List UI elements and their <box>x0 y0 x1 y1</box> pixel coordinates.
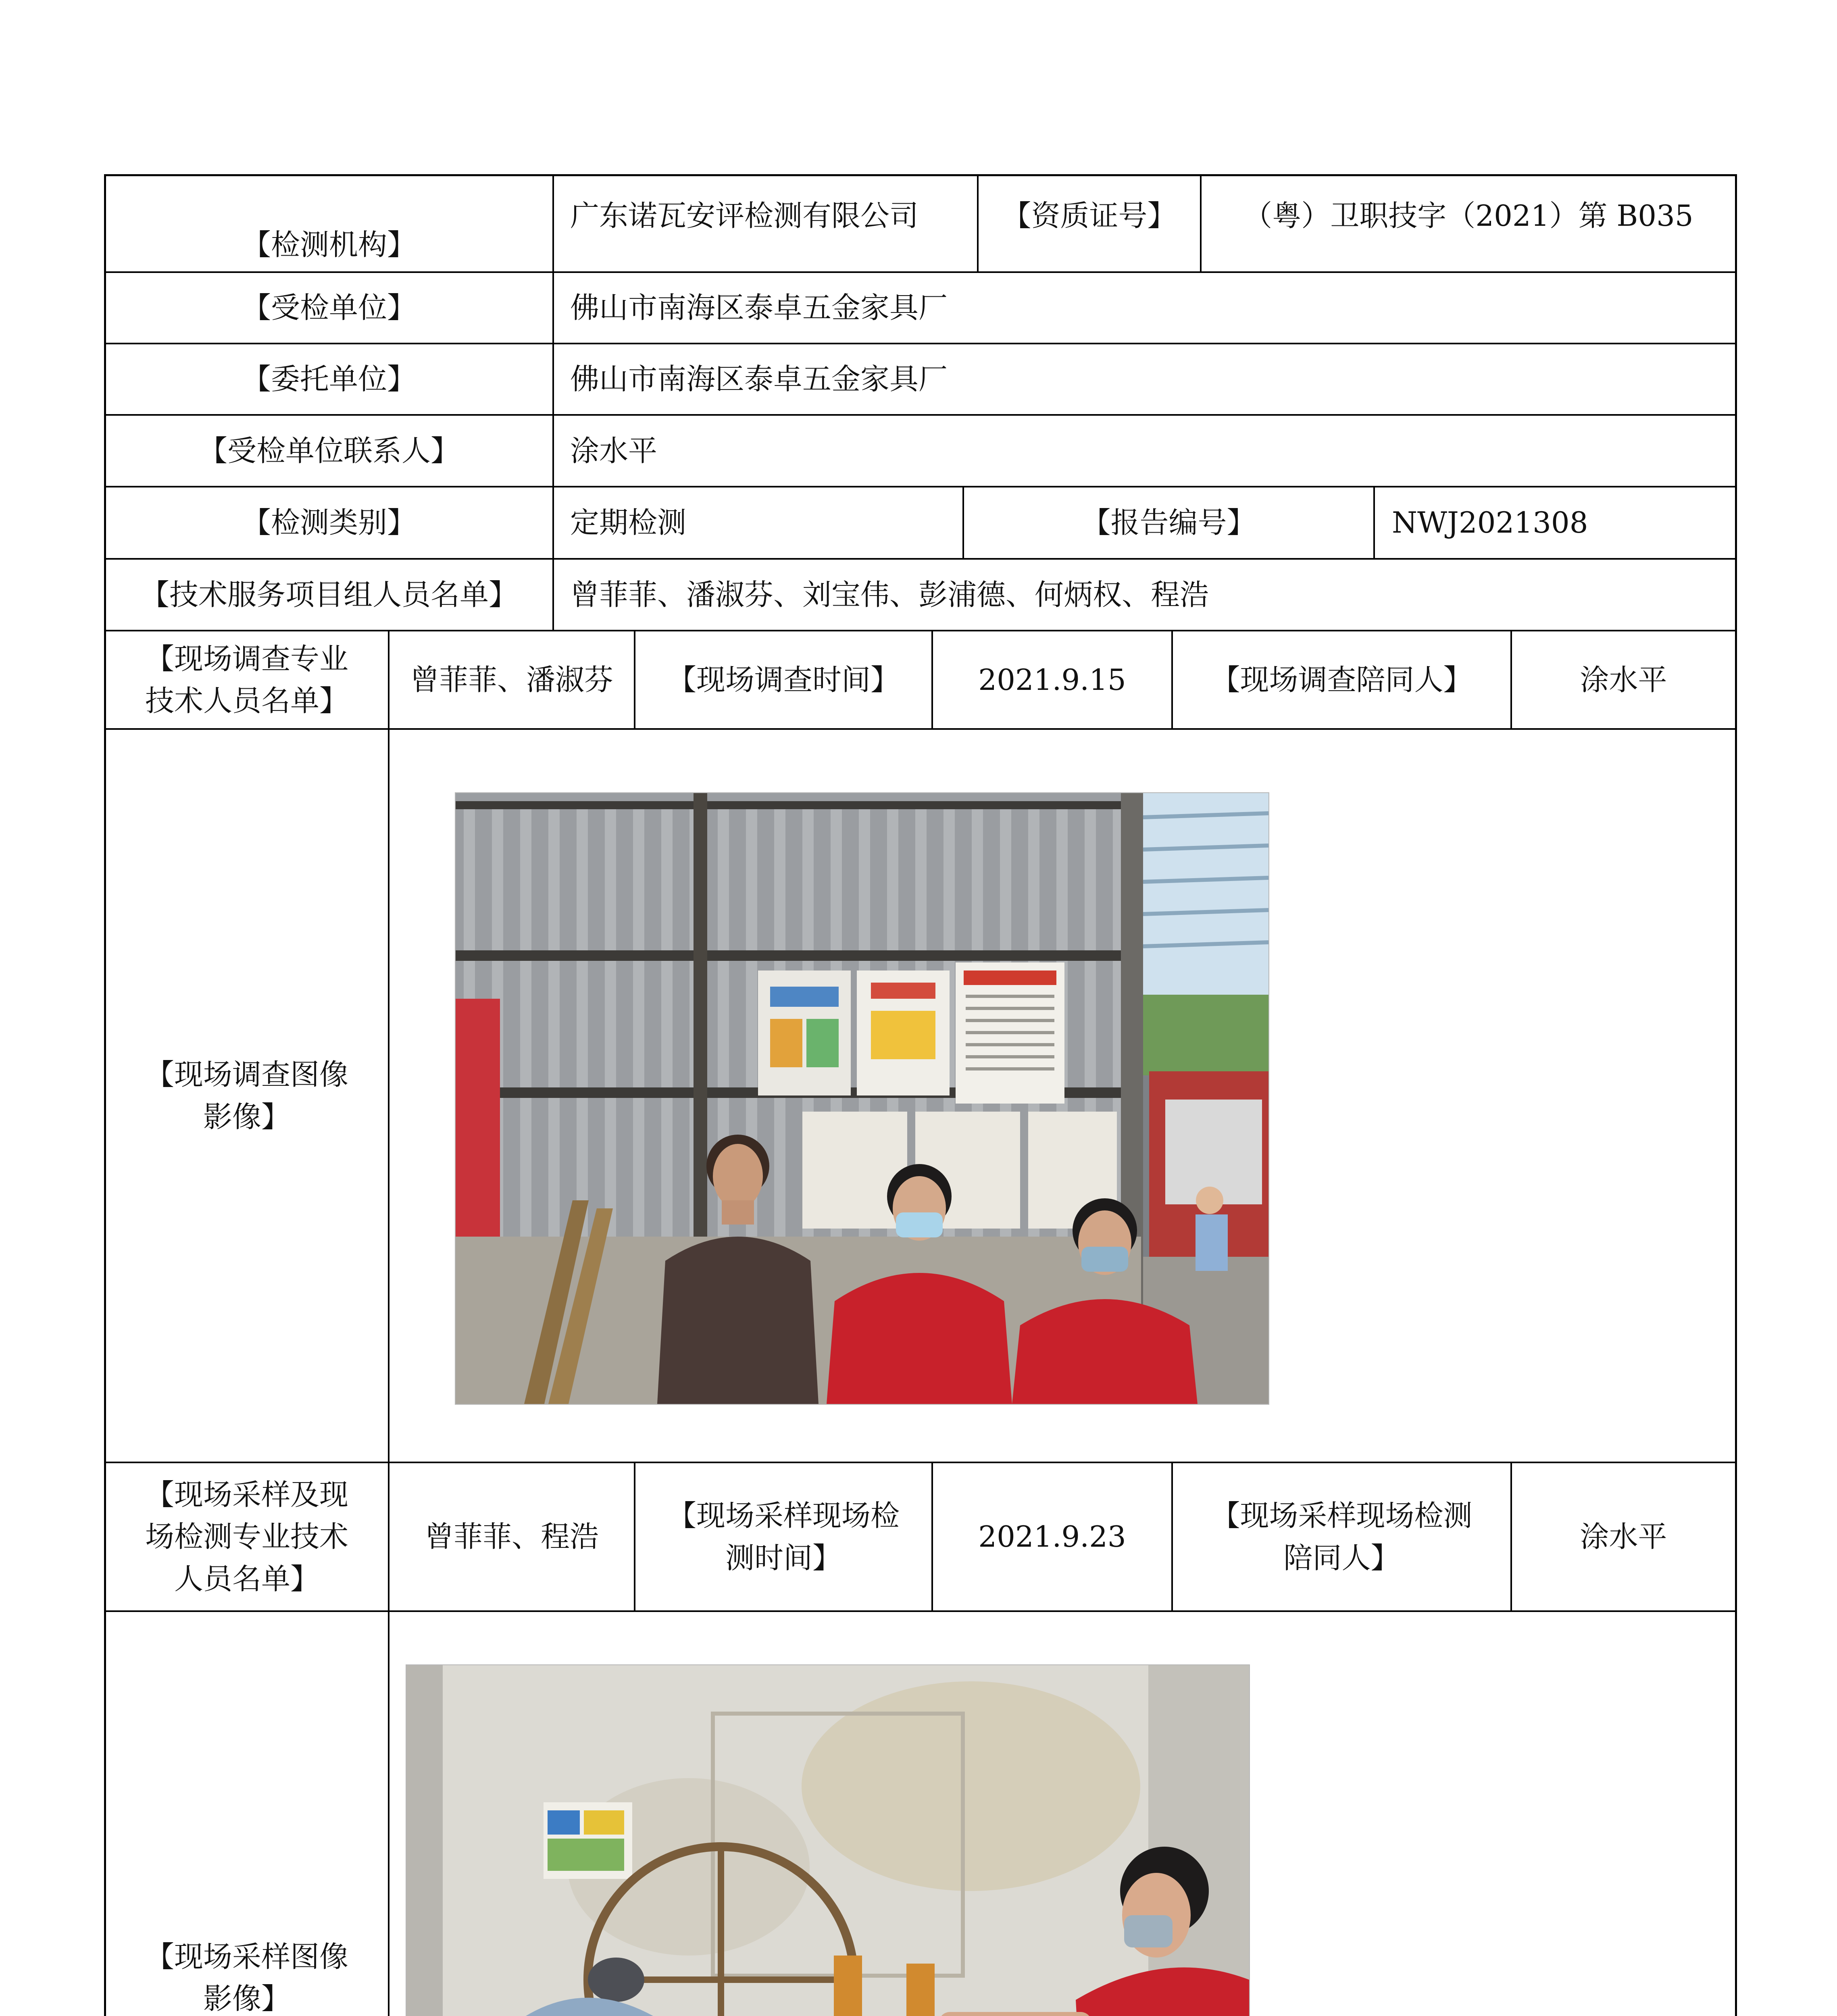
sampling-image-label <box>106 1612 388 2016</box>
table-rule <box>388 630 389 2016</box>
inspected-unit-value: 佛山市南海区泰卓五金家具厂 <box>570 291 948 325</box>
inspection-org-value: 广东诺瓦安评检测有限公司 <box>570 198 919 233</box>
sampling-companion-label-line1: 【现场采样现场检测 <box>1211 1499 1473 1533</box>
sampling-staff-label <box>106 1463 388 1610</box>
team-value: 曾菲菲、潘淑芬、刘宝伟、彭浦德、何炳权、程浩 <box>570 577 1209 612</box>
table-border <box>1735 174 1737 2016</box>
sampling-time-value: 2021.9.23 <box>978 1520 1126 1554</box>
sampling-image-label-line1: 【现场采样图像 <box>145 1939 348 1974</box>
survey-staff-value: 曾菲菲、潘淑芬 <box>410 662 613 697</box>
team-label: 【技术服务项目组人员名单】 <box>140 577 518 612</box>
survey-time-value: 2021.9.15 <box>978 662 1126 697</box>
sampling-time-label-line1: 【现场采样现场检 <box>667 1499 900 1533</box>
survey-photo <box>455 792 1269 1405</box>
survey-image-label-line1: 【现场调查图像 <box>145 1058 348 1092</box>
entrusting-unit-label: 【委托单位】 <box>242 362 416 396</box>
sampling-companion-label <box>1173 1463 1510 1610</box>
sampling-companion-value: 涂水平 <box>1580 1520 1667 1554</box>
report-no-label: 【报告编号】 <box>1081 506 1256 540</box>
report-no-value: NWJ2021308 <box>1392 506 1588 540</box>
inspection-org-label: 【检测机构】 <box>242 227 416 262</box>
qualification-label: 【资质证号】 <box>1002 198 1177 233</box>
survey-image-label-line2: 影像】 <box>203 1100 290 1134</box>
sampling-staff-label-line3: 人员名单】 <box>174 1562 319 1596</box>
sampling-staff-label-line1: 【现场采样及现 <box>145 1477 348 1512</box>
sampling-staff-value: 曾菲菲、程浩 <box>424 1520 599 1554</box>
survey-staff-label-line2: 技术人员名单】 <box>145 684 348 718</box>
entrusting-unit-value: 佛山市南海区泰卓五金家具厂 <box>570 362 948 396</box>
survey-image-label <box>106 730 388 1462</box>
sampling-companion-label-line2: 陪同人】 <box>1283 1541 1400 1575</box>
sampling-photo <box>406 1664 1250 2016</box>
survey-photo-scene <box>456 793 1268 1404</box>
category-value: 定期检测 <box>570 506 687 540</box>
inspected-unit-label: 【受检单位】 <box>242 291 416 325</box>
survey-time-label: 【现场调查时间】 <box>667 662 900 697</box>
survey-staff-label-line1: 【现场调查专业 <box>145 641 348 676</box>
sampling-image-label-line2: 影像】 <box>203 1982 290 2016</box>
qualification-value: （粤）卫职技字（2021）第 B035 <box>1243 198 1693 233</box>
sampling-photo-scene <box>406 1665 1249 2016</box>
survey-staff-label <box>106 631 388 728</box>
sampling-time-label-line2: 测时间】 <box>725 1541 841 1575</box>
sampling-time-label <box>635 1463 931 1610</box>
sampling-staff-label-line2: 场检测专业技术 <box>145 1520 348 1554</box>
contact-value: 涂水平 <box>570 433 658 468</box>
survey-companion-label: 【现场调查陪同人】 <box>1211 662 1473 697</box>
survey-companion-value: 涂水平 <box>1580 662 1667 697</box>
category-label: 【检测类别】 <box>242 506 416 540</box>
contact-label: 【受检单位联系人】 <box>198 433 460 468</box>
